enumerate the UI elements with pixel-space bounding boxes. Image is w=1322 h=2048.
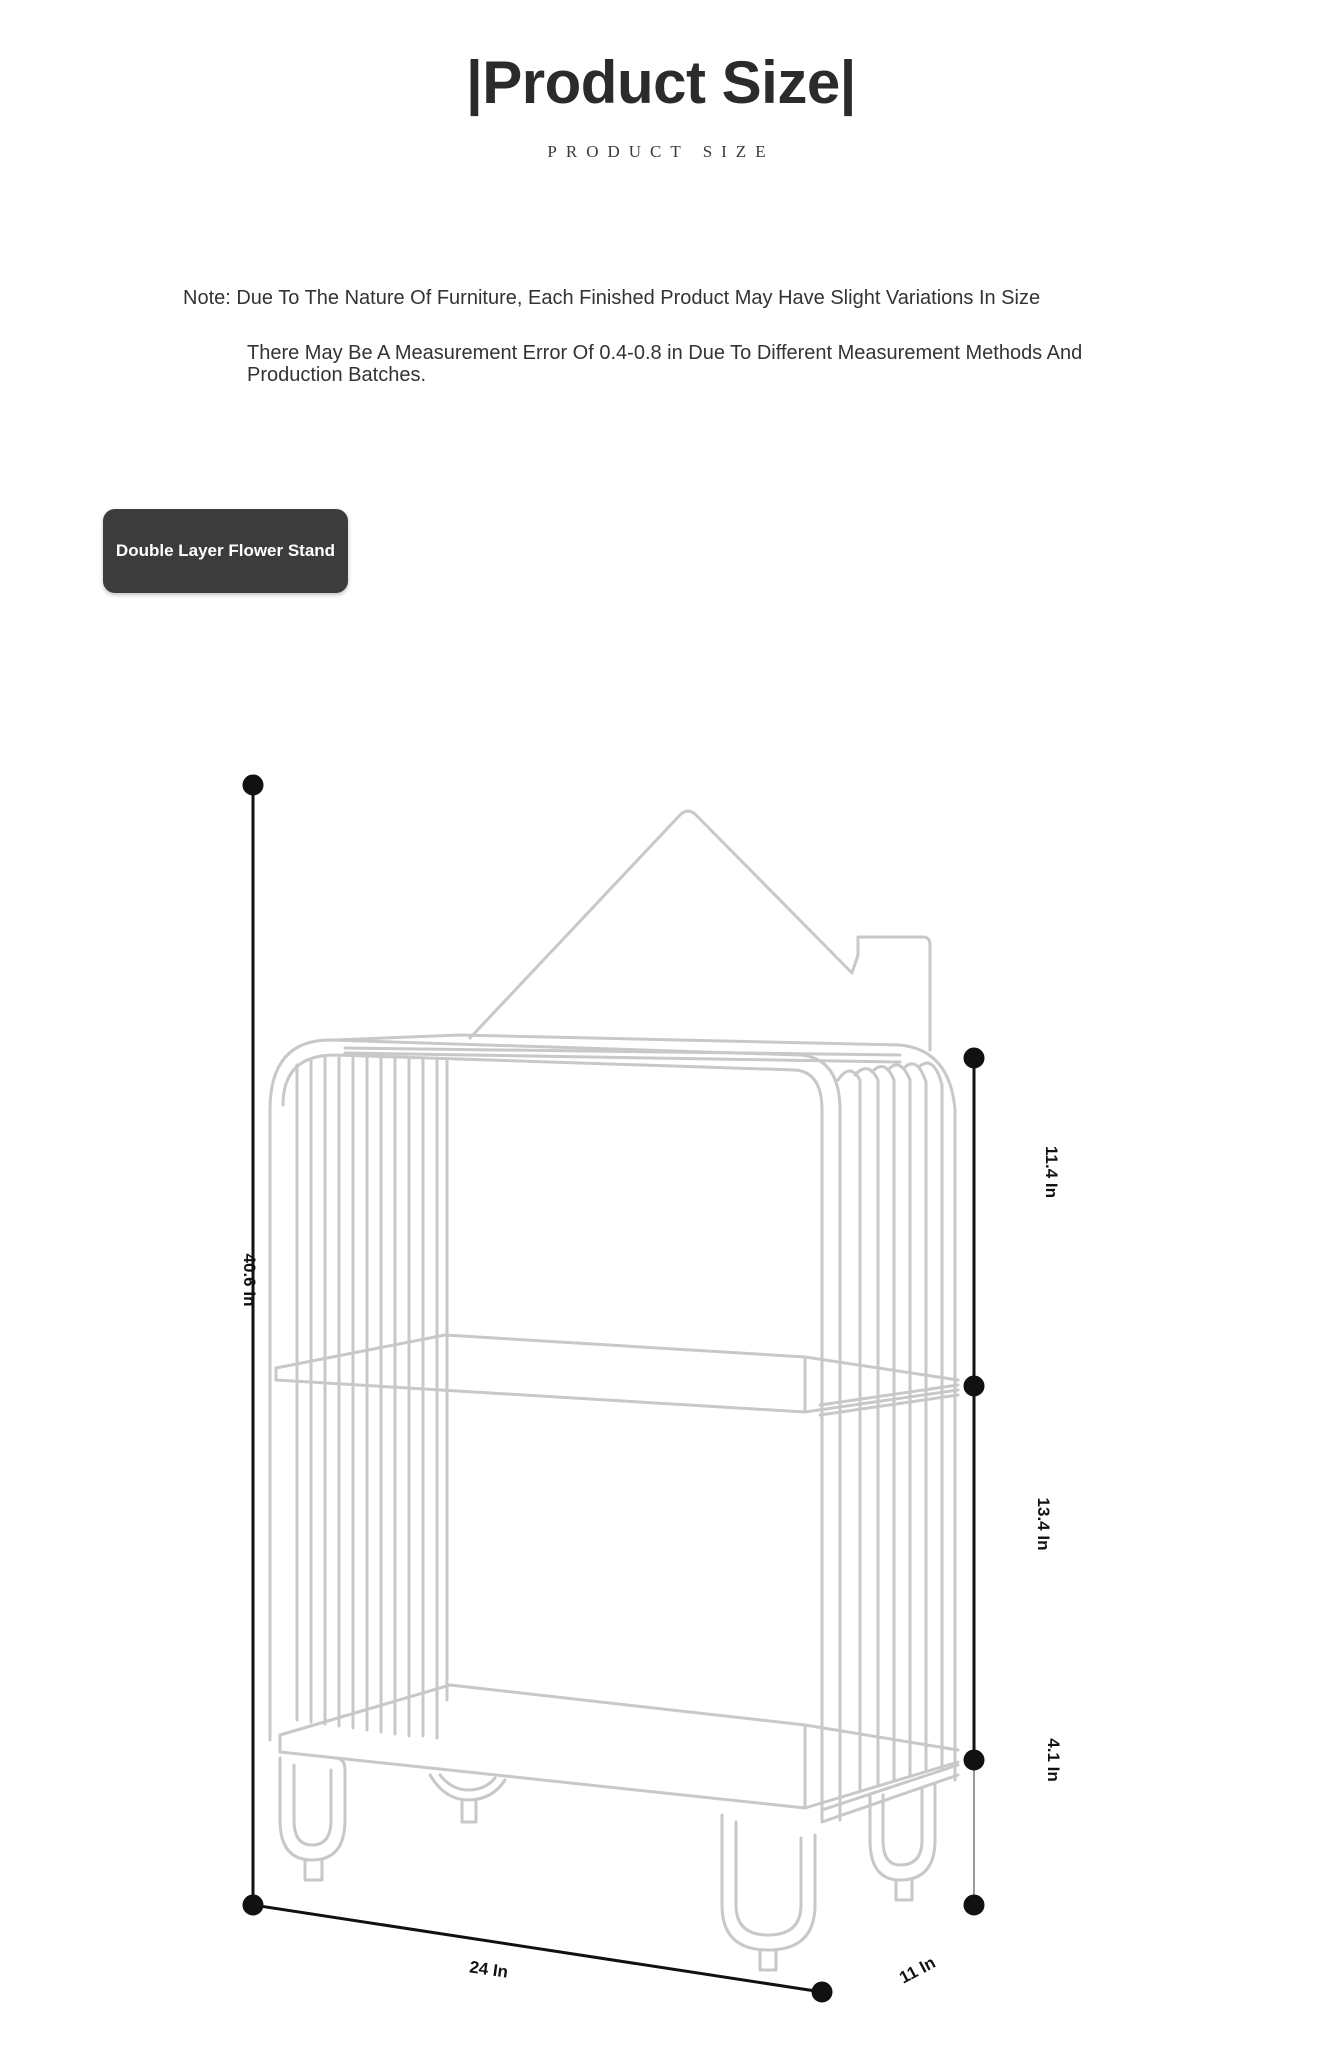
dimension-point [244, 776, 262, 794]
middle-section-label: 13.4 In [1034, 1497, 1053, 1551]
depth-label: 11 In [896, 1952, 939, 1988]
dimension-point [965, 1751, 983, 1769]
width-label: 24 In [468, 1957, 510, 1982]
product-name-label: Double Layer Flower Stand [115, 541, 336, 560]
page-subtitle: PRODUCT SIZE [547, 142, 775, 161]
measurement-error-note: There May Be A Measurement Error Of 0.4-0.8 in Due To Different Measurement Methods And Production Batches. [247, 342, 1083, 386]
dimension-point [965, 1377, 983, 1395]
dimension-point [965, 1896, 983, 1914]
dimension-point [813, 1983, 831, 2001]
dimension-lines [244, 776, 983, 2001]
size-variation-note: Note: Due To The Nature Of Furniture, Each Finished Product May Have Slight Variations In Size [183, 287, 1041, 309]
page-title: |Product Size| [466, 49, 856, 116]
bottom-section-label: 4.1 In [1044, 1738, 1063, 1782]
top-section-label: 11.4 In [1042, 1146, 1061, 1198]
dimension-point [965, 1049, 983, 1067]
total-height-label: 40.6 In [240, 1253, 259, 1307]
flower-stand-outline [270, 811, 958, 1970]
dimension-point [244, 1896, 262, 1914]
